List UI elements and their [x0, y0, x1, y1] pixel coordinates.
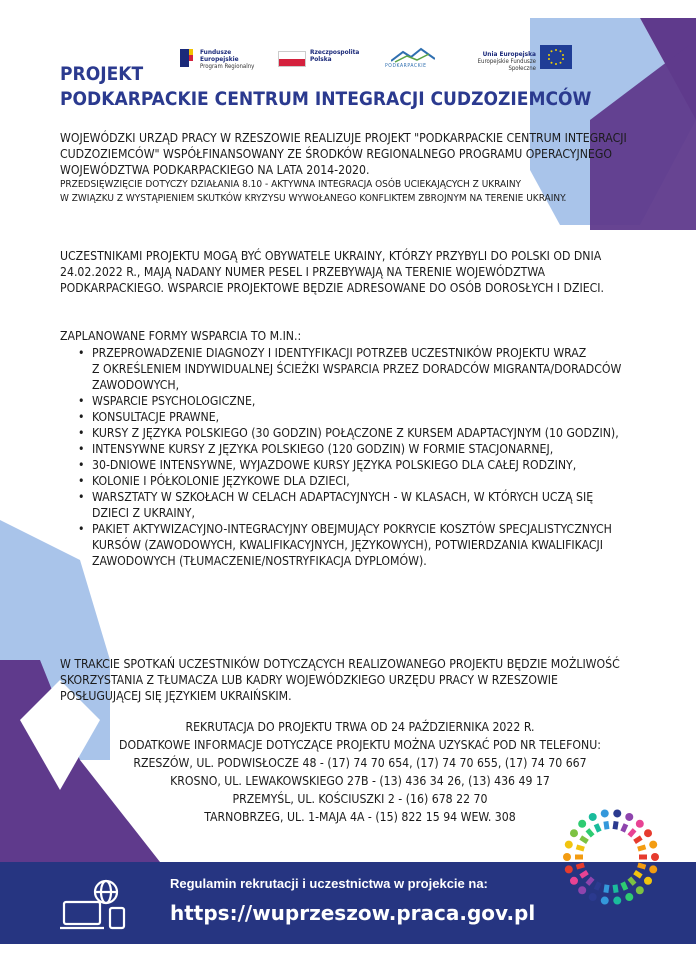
recruitment-date: REKRUTACJA DO PROJEKTU TRWA OD 24 PAŹDZIERNIKA 2022 R.	[185, 720, 535, 734]
person-head	[601, 809, 609, 817]
person-head	[625, 813, 633, 821]
list-item	[78, 345, 638, 393]
person-head	[636, 820, 644, 828]
list-item-text: • PRZEPROWADZENIE DIAGNOZY I IDENTYFIKACJI POTRZEB UCZESTNIKÓW PROJEKTU WRAZ	[92, 346, 587, 360]
person-body	[587, 878, 592, 884]
intro-line-3: WOJEWÓDZTWA PODKARPACKIEGO NA LATA 2014-2020.	[60, 163, 370, 177]
person-body	[623, 824, 626, 831]
intro-line-1: WOJEWÓDZKI URZĄD PRACY W RZESZOWIE REALIZUJE PROJEKT "PODKARPACKIE CENTRUM INTEGRACJI	[60, 131, 627, 145]
fe-logo-sub: Program Regionalny	[200, 63, 255, 70]
person-body	[635, 838, 642, 842]
list-item-text: • KONSULTACJE PRAWNE,	[92, 410, 220, 424]
person-head	[589, 893, 597, 901]
intro-small-1: PRZEDSIĘWZIĘCIE DOTYCZY DZIAŁANIA 8.10 - AKTYWNA INTEGRACJA OSÓB UCIEKAJĄCYCH Z UKRAINY	[60, 179, 522, 190]
title-line-1: PROJEKT	[60, 63, 144, 85]
person-head	[649, 865, 657, 873]
ue-logo-name: Unia Europejska	[482, 50, 536, 58]
contact-przemysl: PRZEMYŚL, UL. KOŚCIUSZKI 2 - (16) 678 22 70	[232, 792, 488, 806]
list-item-text: • KURSY Z JĘZYKA POLSKIEGO (30 GODZIN) POŁĄCZONE Z KURSEM ADAPTACYJNYM (10 GODZIN),	[92, 426, 619, 440]
person-body	[606, 821, 607, 829]
person-body	[576, 847, 584, 849]
contact-rzeszow: RZESZÓW, UL. PODWISŁOCZE 48 - (17) 74 70 654, (17) 74 70 655, (17) 74 70 667	[133, 756, 587, 770]
participants-line-1: UCZESTNIKAMI PROJEKTU MOGĄ BYĆ OBYWATELE UKRAINY, KTÓRZY PRZYBYLI DO POLSKI OD DNIA	[60, 249, 602, 263]
person-body	[587, 830, 592, 836]
participants-paragraph	[60, 248, 640, 296]
list-item	[78, 457, 638, 473]
person-head	[649, 841, 657, 849]
person-body	[576, 865, 584, 867]
person-head	[613, 897, 621, 905]
pk-logo-name: PODKARPACKIE	[385, 63, 427, 69]
person-head	[601, 897, 609, 905]
footer-label: Regulamin rekrutacji i uczestnictwa w projekcie na:	[170, 876, 488, 891]
person-head	[563, 853, 571, 861]
list-item-text: • KOLONIE I PÓŁKOLONIE JĘZYKOWE DLA DZIECI,	[92, 474, 350, 488]
footer-url-link[interactable]: https://wuprzeszow.praca.gov.pl	[170, 901, 536, 925]
bottom-lightblue-strip	[0, 944, 696, 980]
meetings-line-3: POSŁUGUJĄCEJ SIĘ JĘZYKIEM UKRAIŃSKIM.	[60, 689, 292, 703]
person-head	[644, 877, 652, 885]
contact-block	[110, 718, 610, 826]
rp-logo-name: Rzeczpospolita Polska	[310, 48, 360, 63]
person-head	[636, 886, 644, 894]
list-item-text: ZAWODOWYCH (TŁUMACZENIE/NOSTRYFIKACJA DYPLOMÓW).	[92, 554, 427, 568]
person-body	[638, 847, 646, 849]
support-heading: ZAPLANOWANE FORMY WSPARCIA TO M.IN.:	[60, 329, 302, 343]
person-head	[565, 841, 573, 849]
person-body	[629, 830, 634, 836]
list-item-text: DZIECI Z UKRAINY,	[92, 506, 195, 520]
people-circle-graphic	[552, 798, 670, 916]
person-head	[625, 893, 633, 901]
person-head	[570, 829, 578, 837]
person-body	[638, 865, 646, 867]
person-body	[635, 872, 642, 876]
person-head	[613, 809, 621, 817]
person-body	[615, 821, 616, 829]
mountains-icon	[391, 47, 435, 63]
person-body	[606, 885, 607, 893]
list-item-text: • PAKIET AKTYWIZACYJNO-INTEGRACYJNY OBEJMUJĄCY POKRYCIE KOSZTÓW SPECJALISTYCZNYCH	[92, 522, 612, 536]
intro-paragraph	[60, 130, 640, 206]
list-item-text: ZAWODOWYCH,	[92, 378, 180, 392]
support-list	[78, 345, 638, 569]
participants-line-3: PODKARPACKIEGO. WSPARCIE PROJEKTOWE BĘDZIE ADRESOWANE DO OSÓB DOROSŁYCH I DZIECI.	[60, 281, 604, 295]
list-item	[78, 393, 638, 409]
list-item-text: KURSÓW (ZAWODOWYCH, KWALIFIKACYJNYCH, JĘZYKOWYCH), POTWIERDZANIA KWALIFIKACJI	[92, 538, 603, 552]
ue-logo-sub: Europejskie Fundusze Społeczne	[477, 58, 536, 72]
participants-line-2: 24.02.2022 R., MAJĄ NADANY NUMER PESEL I PRZEBYWAJĄ NA TERENIE WOJEWÓDZTWA	[60, 265, 545, 279]
person-body	[629, 878, 634, 884]
person-head	[644, 829, 652, 837]
fe-logo-name: Fundusze Europejskie	[200, 48, 239, 63]
title-line-2: PODKARPACKIE CENTRUM INTEGRACJI CUDZOZIEMCÓW	[60, 88, 592, 110]
contact-tarnobrzeg: TARNOBRZEG, UL. 1-MAJA 4A - (15) 822 15 94 WEW. 308	[204, 810, 516, 824]
contact-intro: DODATKOWE INFORMACJE DOTYCZĄCE PROJEKTU MOŻNA UZYSKAĆ POD NR TELEFONU:	[119, 738, 601, 752]
list-item	[78, 441, 638, 457]
list-item-text: • WARSZTATY W SZKOŁACH W CELACH ADAPTACYJNYCH - W KLASACH, W KTÓRYCH UCZĄ SIĘ	[92, 490, 594, 504]
person-head	[651, 853, 659, 861]
contact-krosno: KROSNO, UL. LEWAKOWSKIEGO 27B - (13) 436 34 26, (13) 436 49 17	[170, 774, 550, 788]
person-body	[581, 872, 588, 876]
person-body	[623, 882, 626, 889]
list-item-text: • WSPARCIE PSYCHOLOGICZNE,	[92, 394, 256, 408]
person-body	[596, 824, 599, 831]
person-body	[581, 838, 588, 842]
list-item	[78, 473, 638, 489]
page-title	[60, 62, 591, 112]
person-body	[596, 882, 599, 889]
person-head	[589, 813, 597, 821]
list-item-text: • INTENSYWNE KURSY Z JĘZYKA POLSKIEGO (120 GODZIN) W FORMIE STACJONARNEJ,	[92, 442, 554, 456]
meetings-line-2: SKORZYSTANIA Z TŁUMACZA LUB KADRY WOJEWÓDZKIEGO URZĘDU PRACY W RZESZOWIE	[60, 673, 558, 687]
list-item	[78, 409, 638, 425]
devices-globe-icon	[60, 876, 130, 934]
person-head	[578, 820, 586, 828]
person-head	[565, 865, 573, 873]
list-item-text: • 30-DNIOWE INTENSYWNE, WYJAZDOWE KURSY JĘZYKA POLSKIEGO DLA CAŁEJ RODZINY,	[92, 458, 577, 472]
intro-line-2: CUDZOZIEMCÓW" WSPÓŁFINANSOWANY ZE ŚRODKÓW REGIONALNEGO PROGRAMU OPERACYJNEGO	[60, 147, 612, 161]
intro-small-2: W ZWIĄZKU Z WYSTĄPIENIEM SKUTKÓW KRYZYSU WYWOŁANEGO KONFLIKTEM ZBROJNYM NA TERENIE UKRAINY.	[60, 193, 567, 204]
list-item	[78, 521, 638, 569]
person-head	[578, 886, 586, 894]
person-head	[570, 877, 578, 885]
meetings-paragraph	[60, 656, 640, 704]
list-item-text: Z OKREŚLENIEM INDYWIDUALNEJ ŚCIEŻKI WSPARCIA PRZEZ DORADCÓW MIGRANTA/DORADCÓW	[92, 362, 622, 376]
list-item	[78, 425, 638, 441]
meetings-line-1: W TRAKCIE SPOTKAŃ UCZESTNIKÓW DOTYCZĄCYCH REALIZOWANEGO PROJEKTU BĘDZIE MOŻLIWOŚĆ	[60, 657, 620, 671]
person-body	[615, 885, 616, 893]
list-item	[78, 489, 638, 521]
